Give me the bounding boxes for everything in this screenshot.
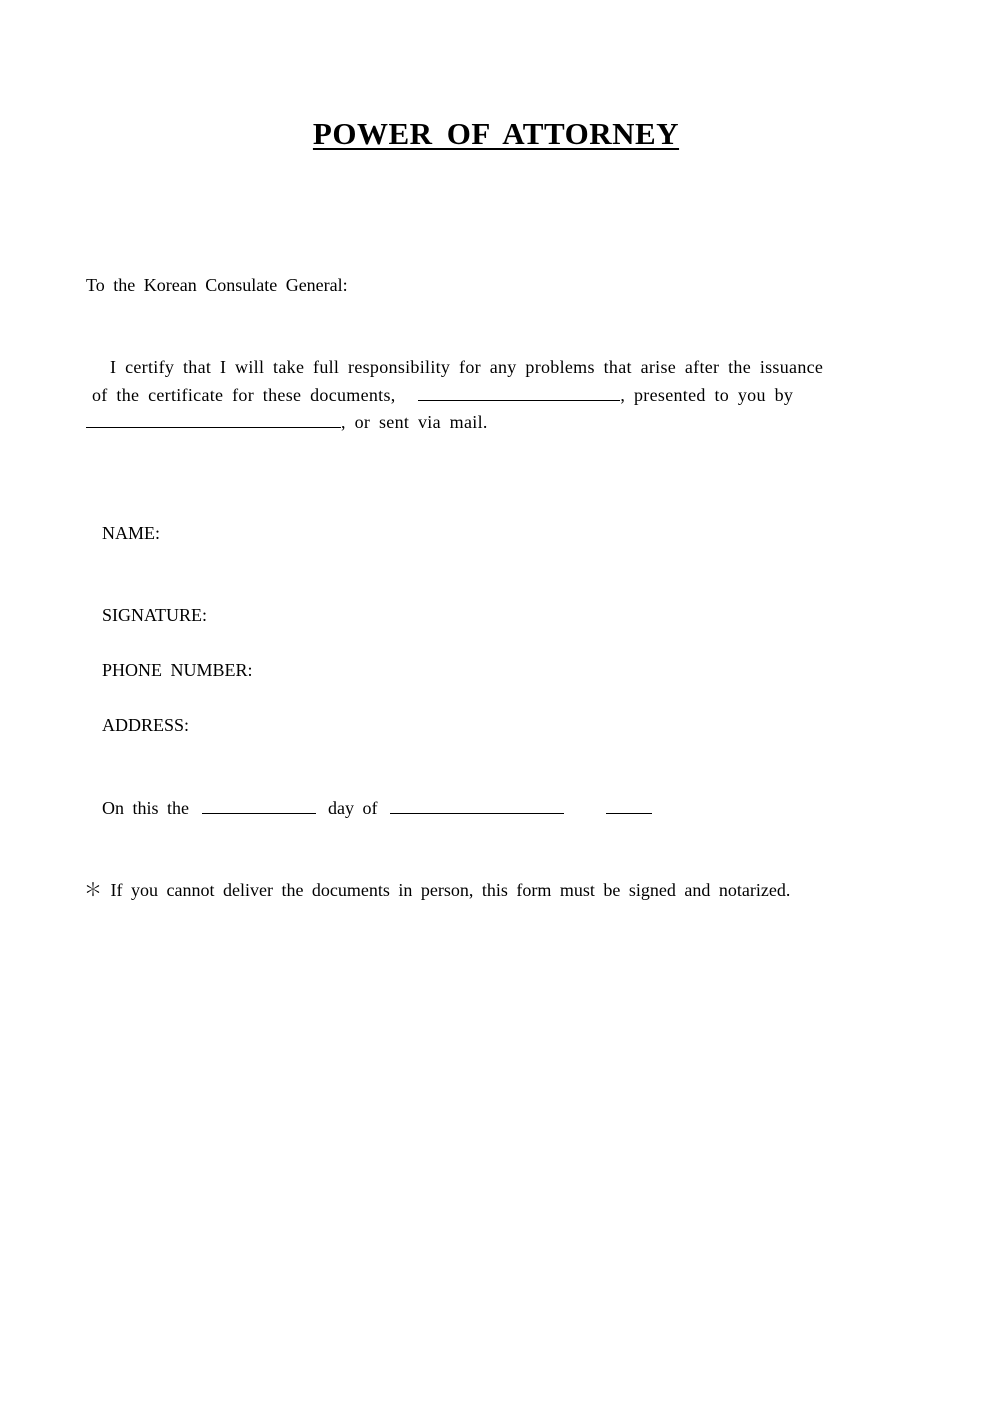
document-title: [0, 116, 992, 152]
certification-line-2-prefix: of the certificate for these documents,: [92, 385, 396, 405]
date-line-prefix: On this the: [102, 798, 189, 818]
signature-label: SIGNATURE:: [102, 605, 208, 625]
certification-line-3: [86, 412, 488, 432]
documents-blank[interactable]: [418, 386, 620, 401]
certification-line-3-suffix: , or sent via mail.: [341, 412, 488, 432]
address-label: ADDRESS:: [102, 715, 190, 735]
phone-number-label: PHONE NUMBER:: [102, 660, 253, 680]
date-line: [102, 798, 652, 818]
document-title-text: POWER OF ATTORNEY: [312, 116, 680, 151]
year-blank[interactable]: [606, 799, 652, 814]
day-blank[interactable]: [202, 799, 316, 814]
certification-line-2: [92, 385, 793, 405]
date-line-middle: day of: [328, 798, 378, 818]
notarization-note: ＊ If you cannot deliver the documents in person, this form must be signed and notarized.: [84, 880, 791, 900]
name-label: NAME:: [102, 523, 160, 543]
certification-line-2-suffix: , presented to you by: [620, 385, 794, 405]
salutation: To the Korean Consulate General:: [86, 275, 348, 295]
presenter-blank[interactable]: [86, 413, 341, 428]
certification-line-1: I certify that I will take full responsibility for any problems that arise after the issuance: [110, 357, 824, 377]
month-blank[interactable]: [390, 799, 564, 814]
